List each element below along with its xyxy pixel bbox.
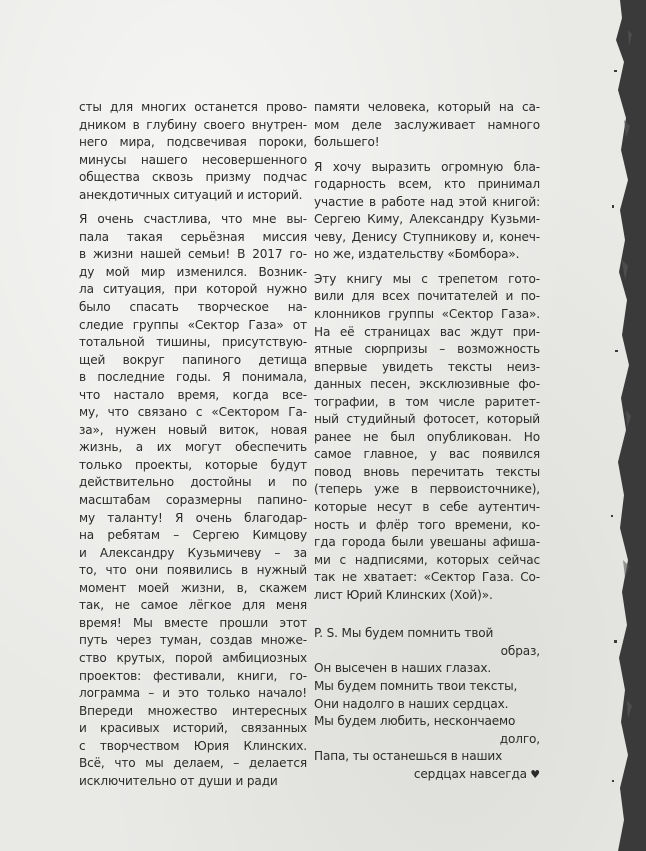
text-line: Я очень счастлива, что мне вы- bbox=[79, 212, 307, 227]
text-line: с творчеством Юрия Клинских. bbox=[79, 738, 307, 753]
poem-line: Они надолго в наших сердцах. bbox=[314, 696, 509, 711]
text-line: проектов: фестивали, книги, го- bbox=[79, 668, 307, 683]
text-line: ду мой мир изменился. Возник- bbox=[79, 264, 307, 279]
text-line: годарность всем, кто принимал bbox=[314, 177, 540, 192]
text-line: Впереди множество интересных bbox=[79, 703, 307, 718]
grunge-border-decoration bbox=[606, 0, 646, 851]
text-line: тографии, в том числе раритет- bbox=[314, 394, 540, 409]
text-line: что настало время, когда все- bbox=[79, 387, 307, 402]
text-line: ство крутых, порой амбициозных bbox=[79, 650, 307, 665]
text-line: пала такая серьёзная миссия bbox=[79, 229, 307, 244]
text-line: вили для всех почитателей и по- bbox=[314, 289, 540, 304]
text-line: анекдотичных ситуаций и историй. bbox=[79, 187, 303, 202]
text-line: общества сквозь призму подчас bbox=[79, 170, 307, 185]
text-line: лограмма – и это только начало! bbox=[79, 686, 307, 701]
text-line: щей вокруг папиного детища bbox=[79, 352, 307, 367]
text-line: Сергею Киму, Александру Кузьми- bbox=[314, 212, 540, 227]
text-line: действительно достойны и по bbox=[79, 475, 307, 490]
text-line: участие в работе над этой книгой: bbox=[314, 194, 540, 209]
text-line: гда города были увешаны афиша- bbox=[314, 535, 540, 550]
text-line: дником в глубину своего внутрен- bbox=[79, 117, 307, 132]
text-line: повод вновь перечитать тексты bbox=[314, 464, 540, 479]
text-line: за», нужен новый виток, новая bbox=[79, 422, 307, 437]
left-column bbox=[79, 99, 307, 790]
poem-line: P. S. Мы будем помнить твой bbox=[314, 626, 494, 641]
poem-line: Папа, ты останешься в наших bbox=[314, 749, 503, 764]
poem-line: Мы будем помнить твои тексты, bbox=[314, 678, 518, 693]
poem-line: Он высечен в наших глазах. bbox=[314, 661, 492, 676]
text-line: му таланту! Я очень благодар- bbox=[79, 510, 307, 525]
text-line: ность и флёр того времени, ко- bbox=[314, 517, 540, 532]
postscript-poem bbox=[314, 625, 540, 783]
text-line: в последние годы. Я понимала, bbox=[79, 370, 307, 385]
text-line: которые несут в себе аутентич- bbox=[314, 500, 540, 515]
text-line: ный студийный фотосет, который bbox=[314, 412, 540, 427]
text-line: му, что связано с «Сектором Га- bbox=[79, 405, 307, 420]
text-line: и красивых историй, связанных bbox=[79, 721, 307, 736]
text-line: большего! bbox=[314, 135, 380, 150]
text-line: мом деле заслуживает намного bbox=[314, 117, 540, 132]
text-line: но же, издательству «Бомбора». bbox=[314, 247, 520, 262]
text-line: время! Мы вместе прошли этот bbox=[79, 615, 307, 630]
text-line: ятные сюрпризы – возможность bbox=[314, 342, 540, 357]
text-line: то, что они появились в нужный bbox=[79, 563, 307, 578]
text-line: него мира, подсвечивая пороки, bbox=[79, 135, 307, 150]
text-line: путь через туман, создав множе- bbox=[79, 633, 307, 648]
text-line: тотальной тишины, присутствую- bbox=[79, 335, 307, 350]
poem-line: долго, bbox=[499, 731, 540, 746]
text-line: следие группы «Сектор Газа» от bbox=[79, 317, 307, 332]
text-line: на ребятам – Сергею Кимцову bbox=[79, 528, 307, 543]
text-line: лист Юрий Клинских (Хой)». bbox=[314, 587, 493, 602]
text-line: Эту книгу мы с трепетом гото- bbox=[314, 271, 540, 286]
text-line: (теперь уже в первоисточнике), bbox=[314, 482, 540, 497]
text-line: Всё, что мы делаем, – делается bbox=[79, 756, 307, 771]
text-line: только проекты, которые будут bbox=[79, 457, 307, 472]
text-line: клонников группы «Сектор Газа». bbox=[314, 307, 540, 322]
text-line: памяти человека, который на са- bbox=[314, 100, 540, 114]
text-line: На её страницах вас ждут при- bbox=[314, 324, 540, 339]
text-line: жизнь, а их могут обеспечить bbox=[79, 440, 307, 455]
text-line: момент моей жизни, в, скажем bbox=[79, 580, 307, 595]
text-line: впервые увидеть тексты неиз- bbox=[314, 359, 540, 374]
poem-line: Мы будем любить, нескончаемо bbox=[314, 714, 516, 729]
heart-icon: ♥ bbox=[526, 767, 540, 781]
right-column bbox=[314, 99, 540, 783]
text-line: сты для многих останется прово- bbox=[79, 100, 307, 114]
text-line: чеву, Денису Ступникову и, конеч- bbox=[314, 229, 540, 244]
text-line: масштабам соразмерны папино- bbox=[79, 493, 307, 508]
text-line: ранее не был опубликован. Но bbox=[314, 429, 540, 444]
poem-line: образ, bbox=[500, 643, 540, 658]
text-line: и Александру Кузьмичеву – за bbox=[79, 545, 307, 560]
text-line: минусы нашего несовершенного bbox=[79, 152, 307, 167]
text-line: было спасать творческое на- bbox=[79, 300, 307, 315]
text-line: исключительно от души и ради bbox=[79, 773, 278, 788]
text-line: Я хочу выразить огромную бла- bbox=[314, 159, 540, 174]
text-line: в жизни нашей семьи! В 2017 го- bbox=[79, 247, 307, 262]
text-line: самое главное, у вас появился bbox=[314, 447, 540, 462]
text-line: ми с надписями, которых сейчас bbox=[314, 552, 540, 567]
text-line: так не хватает: «Сектор Газа. Со- bbox=[314, 570, 540, 585]
poem-line: сердцах навсегда ♥ bbox=[413, 766, 540, 781]
text-line: ла ситуация, при которой нужно bbox=[79, 282, 307, 297]
text-line: данных песен, эксклюзивные фо- bbox=[314, 377, 540, 392]
text-line: так, не самое лёгкое для меня bbox=[79, 598, 307, 613]
